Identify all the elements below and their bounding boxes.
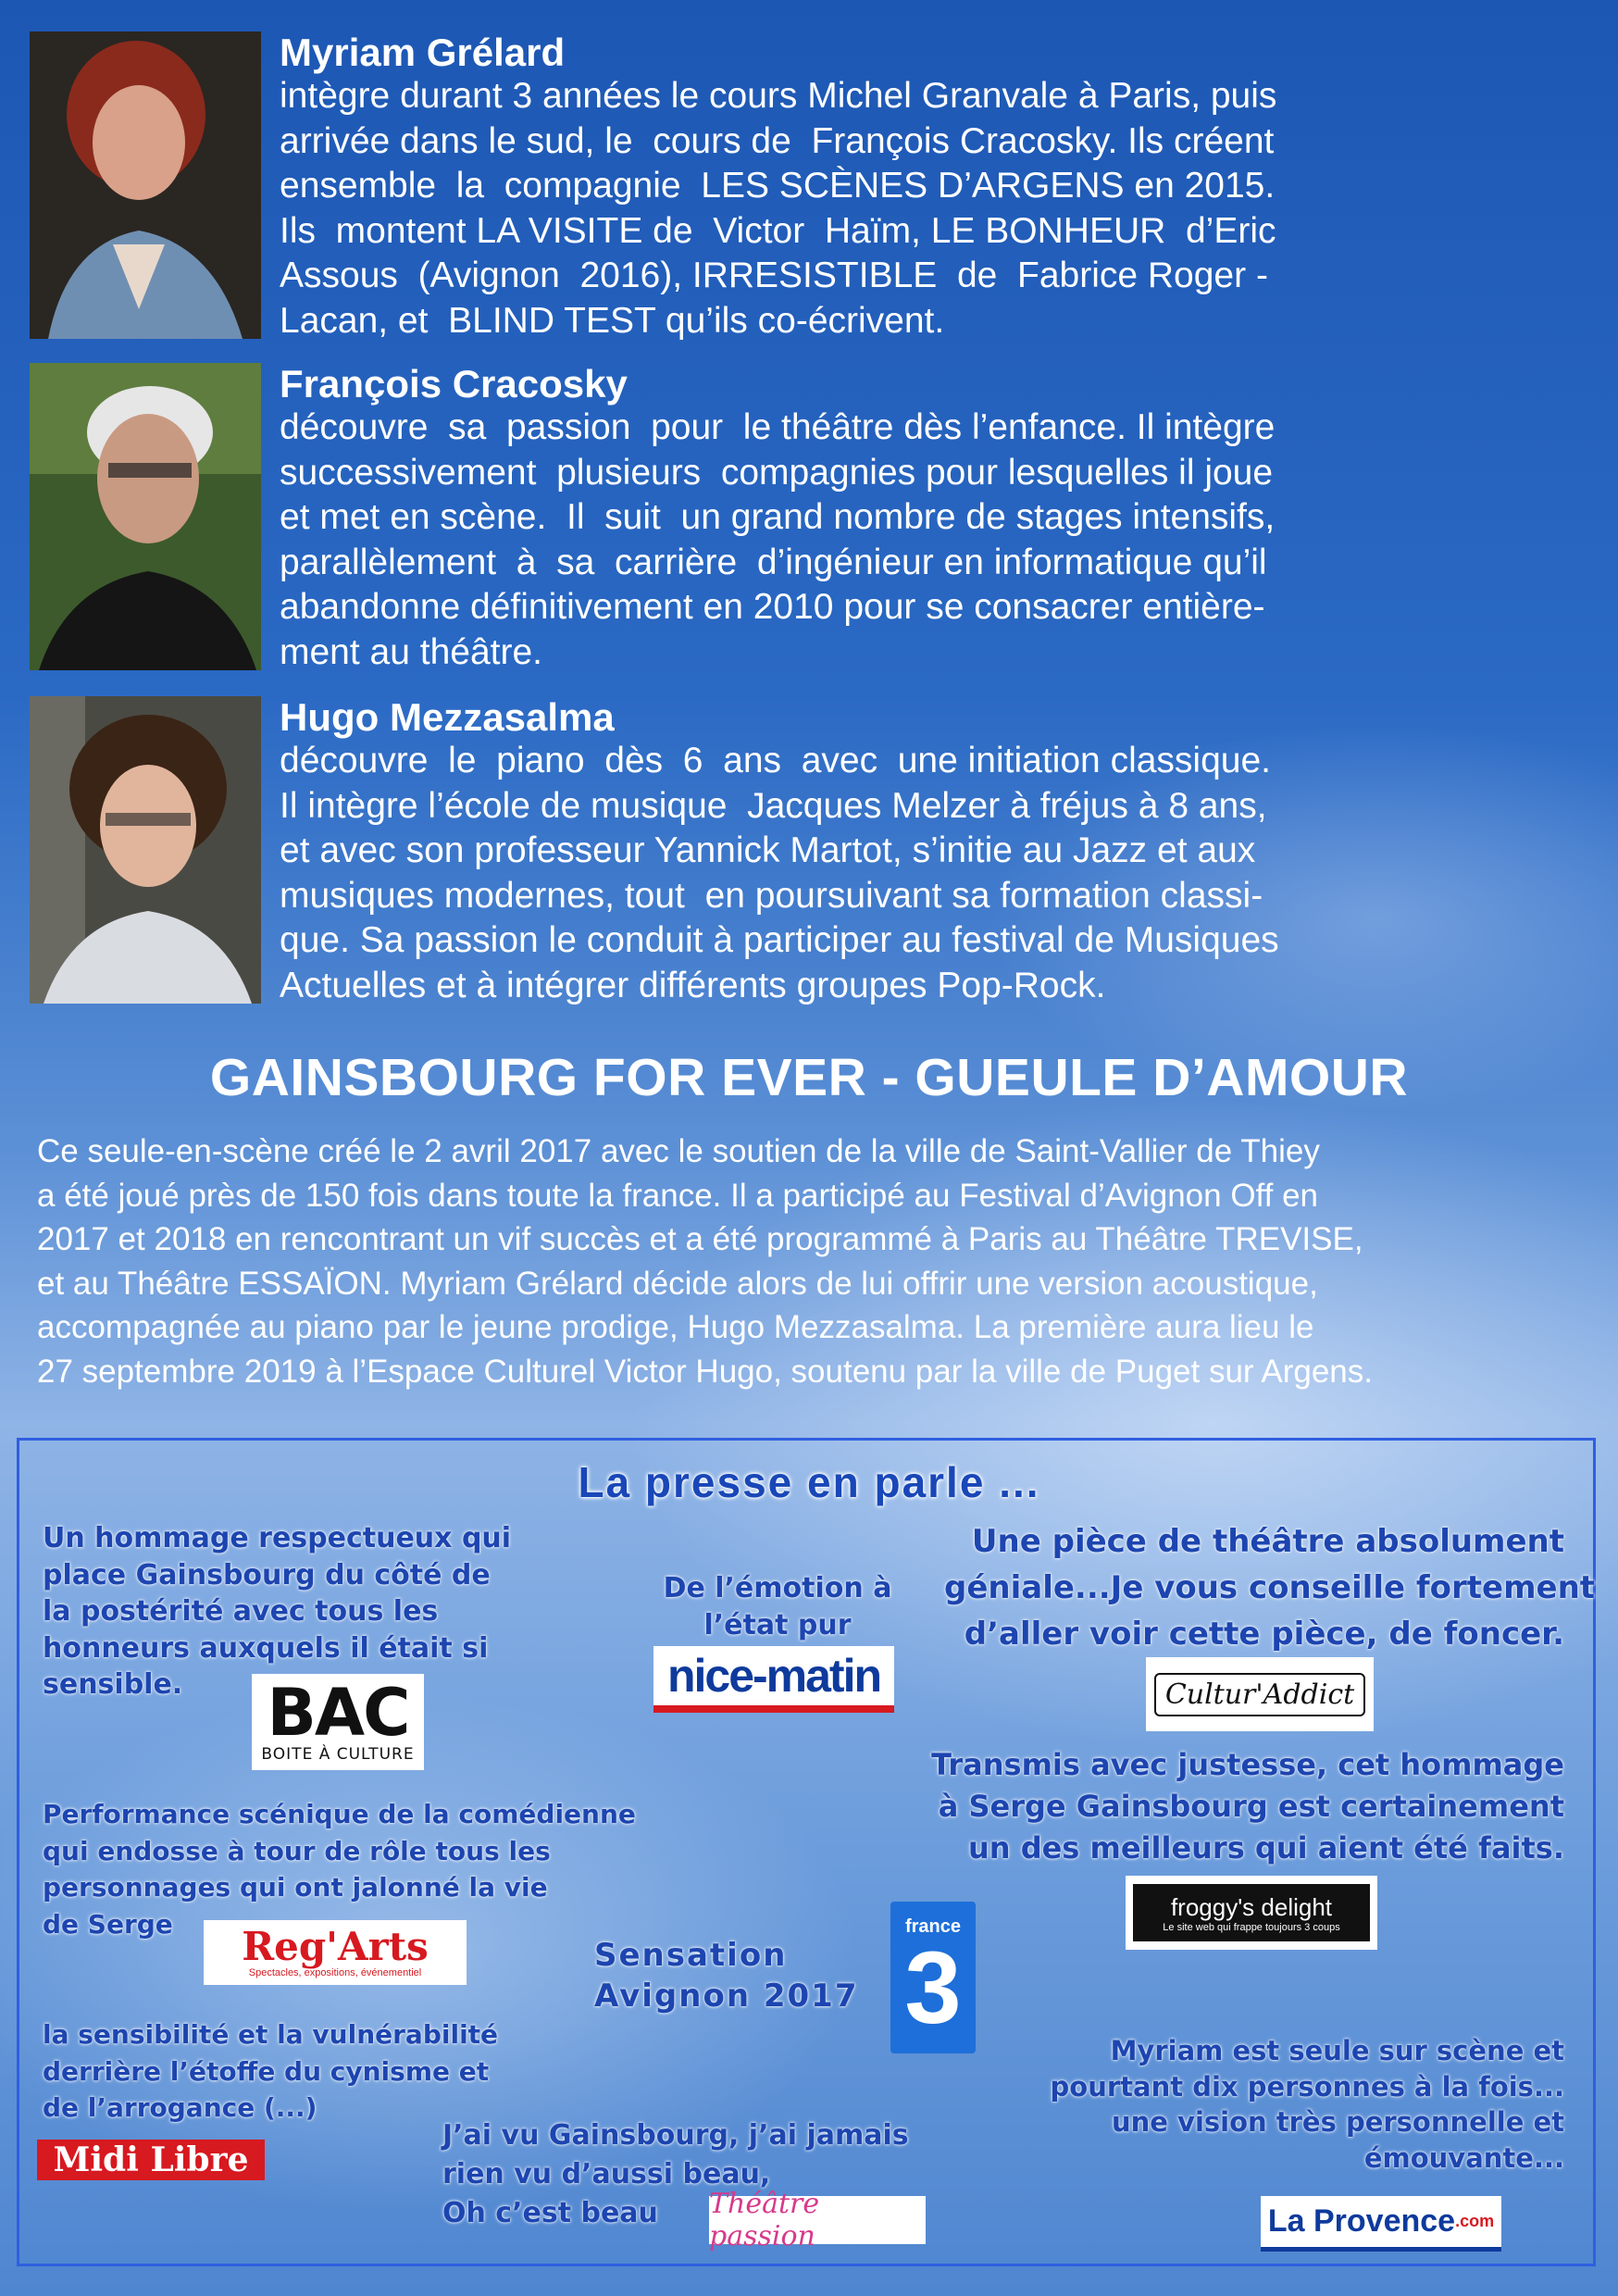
- quote-midi: [43, 2016, 498, 2127]
- quote-france3: [594, 1935, 859, 2016]
- quote-line: place Gainsbourg du côté de: [43, 1558, 491, 1591]
- bac-logo: [252, 1674, 424, 1770]
- bio-line: successivement plusieurs compagnies pour lesquelles il joue: [280, 452, 1274, 493]
- bio-line: musiques modernes, tout en poursuivant sa formation classi-: [280, 875, 1263, 916]
- quote-line: sensible.: [43, 1668, 183, 1701]
- photo-francois: [30, 363, 261, 670]
- froggys-delight-logo: [1126, 1876, 1377, 1950]
- la-provence-suffix: .com: [1455, 2212, 1495, 2230]
- show-line: Ce seule-en-scène créé le 2 avril 2017 avec le soutien de la ville de Saint-Vallier de Thiey: [37, 1133, 1320, 1169]
- quote-line: qui endosse à tour de rôle tous les: [43, 1835, 551, 1866]
- bio-line: intègre durant 3 années le cours Michel Granvale à Paris, puis: [280, 76, 1277, 116]
- show-line: a été joué près de 150 fois dans toute la france. Il a participé au Festival d’Avignon Off en: [37, 1177, 1319, 1214]
- show-line: 27 septembre 2019 à l’Espace Culturel Victor Hugo, soutenu par la ville de Puget sur Argens.: [37, 1353, 1373, 1390]
- regarts-logo: [204, 1920, 467, 1985]
- bio-line: ensemble la compagnie LES SCÈNES D’ARGENS en 2015.: [280, 166, 1276, 206]
- show-description: [37, 1129, 1601, 1393]
- bio-line: parallèlement à sa carrière d’ingénieur en informatique qu’il: [280, 542, 1267, 582]
- la-provence-logo: [1261, 2196, 1501, 2252]
- quote-line: la sensibilité et la vulnérabilité: [43, 2019, 499, 2050]
- quote-line: un des meilleurs qui aient été faits.: [967, 1830, 1564, 1866]
- quote-line: Avignon 2017: [594, 1978, 859, 2015]
- bac-logo-text: BOITE À CULTURE: [261, 1745, 415, 1764]
- quote-line: Sensation: [594, 1937, 788, 1974]
- show-title: GAINSBOURG FOR EVER - GUEULE D’AMOUR: [209, 1048, 1409, 1107]
- nice-matin-logo: nice-matin: [653, 1646, 894, 1713]
- bac-logo-mark: BAC: [267, 1675, 409, 1751]
- quote-provence: [963, 2033, 1564, 2176]
- quote-line: personnages qui ont jalonné la vie: [43, 1872, 548, 1903]
- midi-libre-logo: Midi Libre: [37, 2140, 265, 2180]
- quote-line: rien vu d’aussi beau,: [442, 2158, 771, 2190]
- quote-line: la postérité avec tous les: [43, 1595, 439, 1628]
- photo-hugo: [30, 696, 261, 1004]
- bio-line: ment au théâtre.: [280, 631, 543, 672]
- quote-line: J’ai vu Gainsbourg, j’ai jamais: [442, 2119, 909, 2152]
- press-title: La presse en parle ...: [578, 1458, 1040, 1506]
- quote-line: derrière l’étoffe du cynisme et: [43, 2055, 490, 2087]
- bio-line: découvre sa passion pour le théâtre dès l’enfance. Il intègre: [280, 407, 1276, 447]
- quote-line: une vision très personnelle et: [1111, 2106, 1564, 2138]
- show-line: accompagnée au piano par le jeune prodige, Hugo Mezzasalma. La première aura lieu le: [37, 1309, 1314, 1345]
- froggys-delight-tagline: Le site web qui frappe toujours 3 coups: [1163, 1921, 1340, 1933]
- quote-line: de Serge: [43, 1908, 173, 1940]
- quote-line: Transmis avec justesse, cet hommage: [931, 1747, 1564, 1782]
- quote-line: Un hommage respectueux qui: [43, 1522, 512, 1554]
- bio-line: et avec son professeur Yannick Martot, s’initie au Jazz et aux: [280, 830, 1256, 870]
- quote-line: géniale...Je vous conseille fortement: [944, 1569, 1596, 1606]
- cultur-addict-text: Cultur'Addict: [1154, 1673, 1365, 1716]
- show-line: et au Théâtre ESSAÏON. Myriam Grélard décide alors de lui offrir une version acoustique,: [37, 1265, 1318, 1302]
- bio-line: Ils montent LA VISITE de Victor Haïm, LE BONHEUR d’Eric: [280, 210, 1276, 251]
- bio-name: Hugo Mezzasalma: [280, 695, 615, 739]
- quote-line: de l’arrogance (...): [43, 2092, 317, 2123]
- quote-line: à Serge Gainsbourg est certainement: [938, 1789, 1564, 1824]
- france3-logo: [890, 1902, 976, 2053]
- quote-froggy: [889, 1744, 1564, 1869]
- photo-myriam: [30, 31, 261, 339]
- bio-line: Actuelles et à intégrer différents groupes Pop-Rock.: [280, 965, 1106, 1005]
- quote-cultur: [944, 1518, 1596, 1657]
- froggys-delight-name: froggy's delight: [1170, 1892, 1333, 1921]
- bio-name: Myriam Grélard: [280, 31, 566, 74]
- bio-line: arrivée dans le sud, le cours de François Cracosky. Ils créent: [280, 120, 1275, 161]
- cultur-addict-logo: [1146, 1657, 1374, 1731]
- bio-line: Assous (Avignon 2016), IRRESISTIBLE de Fabrice Roger -: [280, 256, 1268, 295]
- bio-hugo: [30, 696, 1603, 1004]
- bio-line: Il intègre l’école de musique Jacques Melzer à fréjus à 8 ans,: [280, 785, 1267, 826]
- bio-line: abandonne définitivement en 2010 pour se consacrer entière-: [280, 587, 1265, 627]
- regarts-tagline: Spectacles, expositions, événementiel: [248, 1967, 422, 1978]
- quote-line: Performance scénique de la comédienne: [43, 1799, 636, 1829]
- quote-line: d’aller voir cette pièce, de foncer.: [964, 1616, 1564, 1653]
- bio-line: et met en scène. Il suit un grand nombre de stages intensifs,: [280, 497, 1276, 537]
- quote-line: De l’émotion à: [663, 1572, 892, 1604]
- la-provence-name: La Provence: [1267, 2203, 1456, 2239]
- france3-number: 3: [904, 1930, 962, 2045]
- bio-line: Lacan, et BLIND TEST qu’ils co-écrivent.: [280, 300, 945, 341]
- bio-name: François Cracosky: [280, 362, 628, 406]
- quote-line: Myriam est seule sur scène et: [1110, 2035, 1564, 2066]
- regarts-name: Reg'Arts: [242, 1924, 429, 1969]
- bio-line: découvre le piano dès 6 ans avec une initiation classique.: [280, 741, 1271, 780]
- theatre-passion-logo: Théâtre passion: [709, 2196, 926, 2244]
- show-line: 2017 et 2018 en rencontrant un vif succès et a été programmé à Paris au Théâtre TREVISE,: [37, 1221, 1363, 1257]
- quote-line: l’état pur: [703, 1609, 852, 1641]
- france3-name: france: [904, 1915, 962, 1937]
- quote-line: émouvante...: [1363, 2141, 1564, 2174]
- quote-nice: [639, 1570, 916, 1644]
- quote-line: Une pièce de théâtre absolument: [971, 1523, 1564, 1560]
- bio-line: que. Sa passion le conduit à participer au festival de Musiques: [280, 920, 1279, 960]
- bio-francois: [30, 363, 1603, 670]
- quote-line: honneurs auxquels il était si: [43, 1631, 489, 1665]
- bio-myriam: [30, 31, 1603, 339]
- quote-line: Oh c’est beau: [442, 2197, 658, 2229]
- quote-line: pourtant dix personnes à la fois...: [1050, 2070, 1564, 2103]
